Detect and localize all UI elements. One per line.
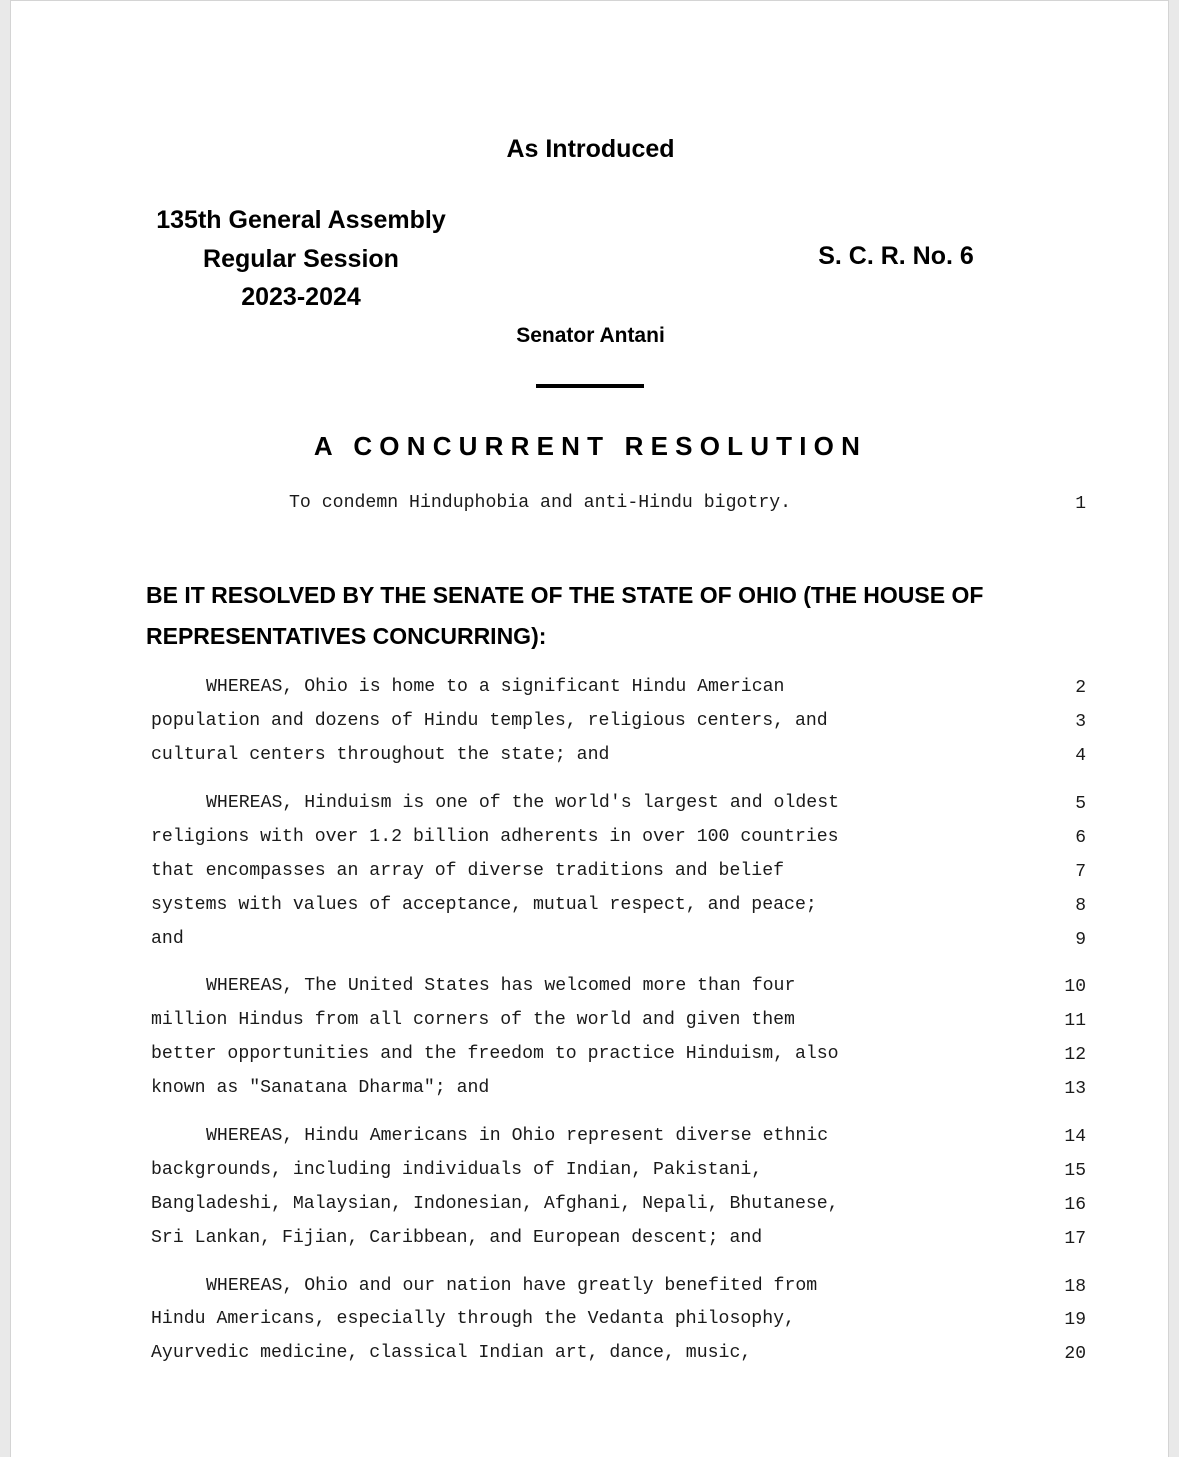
session-name: Regular Session	[203, 244, 399, 273]
line-number: 20	[1064, 1344, 1086, 1364]
assembly-info	[101, 201, 501, 317]
line-number: 4	[1075, 746, 1086, 766]
body-line: WHEREAS, Hinduism is one of the world's largest and oldest	[206, 793, 840, 813]
body-line: WHEREAS, The United States has welcomed more than four	[206, 976, 796, 996]
line-number: 10	[1064, 977, 1086, 997]
line-number: 13	[1064, 1079, 1086, 1099]
line-number: 12	[1064, 1045, 1086, 1065]
body-line: WHEREAS, Ohio and our nation have greatly benefited from	[206, 1276, 818, 1296]
line-number: 14	[1064, 1127, 1086, 1147]
body-line: Ayurvedic medicine, classical Indian art, dance, music,	[151, 1343, 752, 1363]
body-line: that encompasses an array of diverse traditions and belief	[151, 861, 785, 881]
body-line: better opportunities and the freedom to practice Hinduism, also	[151, 1044, 839, 1064]
line-number: 1	[1075, 494, 1086, 514]
line-number: 8	[1075, 896, 1086, 916]
body-line: population and dozens of Hindu temples, religious centers, and	[151, 711, 828, 731]
resolution-type: A CONCURRENT RESOLUTION	[313, 431, 868, 461]
line-number: 3	[1075, 712, 1086, 732]
line-number: 17	[1064, 1229, 1086, 1249]
body-line: and	[151, 929, 184, 949]
body-line: Hindu Americans, especially through the Vedanta philosophy,	[151, 1309, 795, 1329]
resolved-clause	[146, 575, 1046, 657]
line-number: 6	[1075, 828, 1086, 848]
resolution-title: To condemn Hinduphobia and anti-Hindu bigotry.	[289, 493, 792, 513]
body-line: religions with over 1.2 billion adherents in over 100 countries	[151, 827, 839, 847]
line-number: 16	[1064, 1195, 1086, 1215]
sponsor: Senator Antani	[516, 324, 665, 347]
line-number: 2	[1075, 678, 1086, 698]
line-number: 7	[1075, 862, 1086, 882]
body-line: backgrounds, including individuals of Indian, Pakistani,	[151, 1160, 763, 1180]
body-line: systems with values of acceptance, mutual respect, and peace;	[151, 895, 817, 915]
assembly-name: 135th General Assembly	[156, 206, 446, 234]
resolved-clause-line: BE IT RESOLVED BY THE SENATE OF THE STATE OF OHIO (THE HOUSE OF	[146, 582, 984, 608]
body-line: Bangladeshi, Malaysian, Indonesian, Afghani, Nepali, Bhutanese,	[151, 1194, 839, 1214]
resolved-clause-line: REPRESENTATIVES CONCURRING):	[146, 623, 547, 649]
body-line: Sri Lankan, Fijian, Caribbean, and European descent; and	[151, 1228, 763, 1248]
body-line: known as "Sanatana Dharma"; and	[151, 1078, 490, 1098]
line-number: 5	[1075, 794, 1086, 814]
body-line: cultural centers throughout the state; and	[151, 745, 610, 765]
line-number: 19	[1064, 1310, 1086, 1330]
line-number: 11	[1064, 1011, 1086, 1031]
line-number: 9	[1075, 930, 1086, 950]
session-years: 2023-2024	[241, 283, 361, 311]
bill-number: S. C. R. No. 6	[818, 242, 974, 270]
body-line: million Hindus from all corners of the world and given them	[151, 1010, 795, 1030]
bill-status: As Introduced	[506, 135, 675, 163]
divider-rule	[536, 384, 644, 388]
line-number: 15	[1064, 1161, 1086, 1181]
line-number: 18	[1064, 1277, 1086, 1297]
body-line: WHEREAS, Hindu Americans in Ohio represent diverse ethnic	[206, 1126, 829, 1146]
body-line: WHEREAS, Ohio is home to a significant Hindu American	[206, 677, 785, 697]
document-page	[10, 0, 1169, 1457]
